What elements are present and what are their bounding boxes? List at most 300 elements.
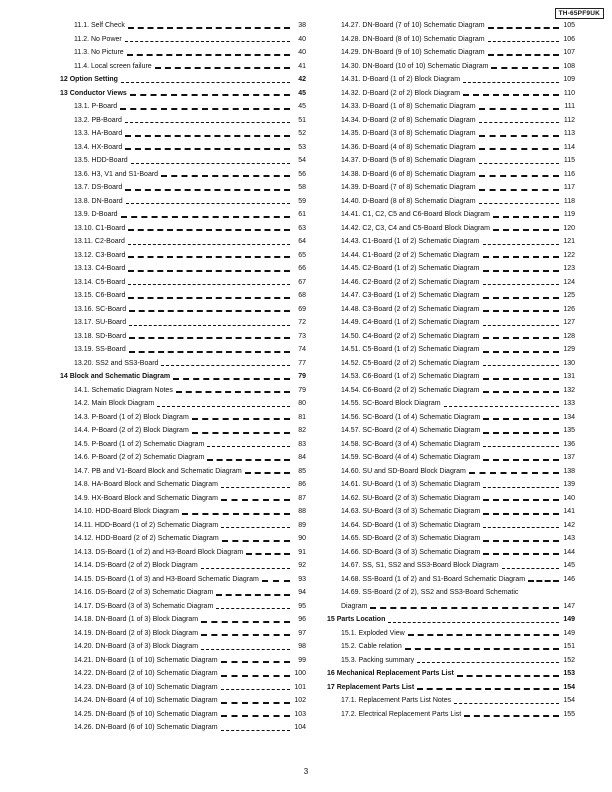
toc-entry[interactable] xyxy=(327,546,575,560)
toc-entry[interactable] xyxy=(327,681,575,695)
toc-entry-page: 152 xyxy=(563,656,575,664)
toc-entry-page: 74 xyxy=(298,346,306,353)
toc-entry[interactable] xyxy=(60,303,306,317)
toc-entry-label: 14.39. D-Board (7 of 8) Schematic Diagram xyxy=(341,184,476,191)
toc-entry[interactable] xyxy=(60,708,306,722)
toc-entry[interactable] xyxy=(60,492,306,506)
toc-entry[interactable] xyxy=(327,19,575,33)
toc-entry[interactable] xyxy=(60,559,306,573)
toc-entry[interactable] xyxy=(327,303,575,317)
toc-entry-label: 14.10. HDD-Board Block Diagram xyxy=(74,508,180,515)
toc-entry-page: 105 xyxy=(563,22,575,29)
toc-entry[interactable] xyxy=(327,87,575,101)
dot-leader xyxy=(201,649,290,650)
dot-leader xyxy=(483,297,559,299)
dot-leader xyxy=(182,513,290,515)
toc-entry[interactable] xyxy=(327,384,575,398)
toc-entry-page: 91 xyxy=(298,548,306,556)
toc-entry-label: 14.31. D-Board (1 of 2) Block Diagram xyxy=(341,76,461,83)
toc-entry[interactable] xyxy=(60,694,306,708)
toc-entry[interactable] xyxy=(327,613,575,627)
dot-leader xyxy=(483,553,559,555)
toc-entry[interactable] xyxy=(60,46,306,60)
toc-entry[interactable] xyxy=(327,586,575,613)
toc-entry[interactable] xyxy=(60,370,306,384)
toc-entry-label: 11.1. Self Check xyxy=(74,22,125,29)
toc-entry[interactable] xyxy=(60,532,306,546)
toc-entry[interactable] xyxy=(60,451,306,465)
toc-entry-label: 14.18. DN-Board (1 of 3) Block Diagram xyxy=(74,616,199,623)
toc-entry-label: 14.24. DN-Board (4 of 10) Schematic Diagram xyxy=(74,697,218,704)
toc-entry-page: 99 xyxy=(298,656,306,664)
toc-entry-label: 14.20. DN-Board (3 of 3) Block Diagram xyxy=(74,643,199,650)
toc-entry-label: 17 Replacement Parts List xyxy=(327,683,415,691)
dot-leader xyxy=(221,487,290,488)
toc-entry-page: 73 xyxy=(298,332,306,340)
toc-entry[interactable] xyxy=(327,451,575,465)
toc-entry-page: 79 xyxy=(298,373,306,380)
toc-entry[interactable] xyxy=(327,195,575,209)
toc-entry-label: 14.54. C6-Board (2 of 2) Schematic Diagram xyxy=(341,386,480,394)
dot-leader xyxy=(221,527,290,528)
toc-entry-label: 14.7. PB and V1-Board Block and Schematic Diagram xyxy=(74,467,242,475)
toc-entry[interactable] xyxy=(327,33,575,47)
dot-leader xyxy=(157,406,290,407)
toc-entry-page: 89 xyxy=(298,521,306,529)
dot-leader xyxy=(479,203,559,204)
toc-entry[interactable] xyxy=(327,411,575,425)
toc-entry-page: 59 xyxy=(298,197,306,205)
dot-leader xyxy=(479,163,559,164)
toc-entry-page: 104 xyxy=(294,724,306,731)
toc-entry-page: 122 xyxy=(563,251,575,259)
toc-entry[interactable] xyxy=(60,100,306,114)
toc-entry[interactable] xyxy=(60,681,306,695)
toc-entry[interactable] xyxy=(327,708,575,722)
toc-entry-page: 153 xyxy=(563,670,575,677)
toc-entry-page: 155 xyxy=(563,710,575,718)
toc-entry[interactable] xyxy=(327,73,575,87)
dot-leader xyxy=(161,175,290,177)
toc-entry[interactable] xyxy=(327,438,575,452)
toc-entry-label: 13.19. SS-Board xyxy=(74,346,126,353)
toc-entry-page: 139 xyxy=(563,481,575,488)
toc-entry[interactable] xyxy=(327,276,575,290)
toc-entry-page: 115 xyxy=(563,157,575,164)
toc-entry[interactable] xyxy=(60,19,306,33)
dot-leader xyxy=(454,703,559,704)
toc-entry-page: 149 xyxy=(563,616,575,623)
dot-leader xyxy=(463,94,559,96)
toc-entry-label: 15.1. Exploded View xyxy=(341,629,405,637)
dot-leader xyxy=(221,499,290,501)
dot-leader xyxy=(479,175,559,177)
toc-entry-page: 40 xyxy=(298,35,306,43)
toc-entry-page: 124 xyxy=(563,278,575,286)
toc-entry-page: 120 xyxy=(563,224,575,232)
toc-entry-page: 54 xyxy=(298,157,306,164)
dot-leader xyxy=(246,553,290,555)
toc-entry[interactable] xyxy=(327,46,575,60)
toc-entry[interactable] xyxy=(327,127,575,141)
dot-leader xyxy=(128,297,290,299)
toc-entry[interactable] xyxy=(60,154,306,168)
dot-leader xyxy=(469,472,559,474)
toc-entry-page: 123 xyxy=(563,265,575,272)
toc-entry-label: 14.49. C4-Board (1 of 2) Schematic Diagram xyxy=(341,319,480,326)
toc-entry[interactable] xyxy=(60,330,306,344)
model-number-box: TH-65PF9UK xyxy=(555,8,604,19)
toc-entry[interactable] xyxy=(327,424,575,438)
toc-entry-label: 14.37. D-Board (5 of 8) Schematic Diagram xyxy=(341,157,476,164)
toc-entry-page: 40 xyxy=(298,49,306,56)
toc-entry[interactable] xyxy=(60,478,306,492)
dot-leader xyxy=(207,446,290,447)
dot-leader xyxy=(479,189,559,191)
toc-entry[interactable] xyxy=(60,114,306,128)
dot-leader xyxy=(128,27,290,29)
toc-entry-label: 13.8. DN-Board xyxy=(74,197,123,205)
dot-leader xyxy=(488,41,559,42)
toc-entry-label: 13.13. C4-Board xyxy=(74,265,126,272)
toc-entry-label: 14.61. SU-Board (1 of 3) Schematic Diagram xyxy=(341,481,481,488)
dot-leader xyxy=(417,688,559,690)
toc-entry-page: 117 xyxy=(563,184,575,191)
toc-entry[interactable] xyxy=(327,478,575,492)
dot-leader xyxy=(207,459,290,461)
toc-entry-label: 14.13. DS-Board (1 of 2) and H3-Board Block Diagram xyxy=(74,548,244,556)
toc-entry[interactable] xyxy=(327,60,575,74)
toc-entry[interactable] xyxy=(60,33,306,47)
toc-entry-label: 13.11. C2-Board xyxy=(74,238,125,245)
toc-entry[interactable] xyxy=(60,384,306,398)
toc-entry[interactable] xyxy=(60,222,306,236)
dot-leader xyxy=(370,607,559,609)
toc-entry[interactable] xyxy=(327,640,575,654)
dot-leader xyxy=(463,82,559,83)
toc-entry[interactable] xyxy=(60,195,306,209)
toc-entry[interactable] xyxy=(60,667,306,681)
toc-entry[interactable] xyxy=(60,654,306,668)
dot-leader xyxy=(483,540,559,542)
toc-entry[interactable] xyxy=(60,316,306,330)
toc-entry-page: 80 xyxy=(298,400,306,407)
toc-entry[interactable] xyxy=(327,141,575,155)
dot-leader xyxy=(192,432,290,434)
dot-leader xyxy=(125,135,290,137)
dot-leader xyxy=(483,325,559,326)
toc-entry[interactable] xyxy=(60,438,306,452)
dot-leader xyxy=(125,189,290,191)
dot-leader xyxy=(493,216,559,218)
toc-entry[interactable] xyxy=(60,73,306,87)
toc-entry-label: 14.57. SC-Board (2 of 4) Schematic Diagram xyxy=(341,427,481,434)
toc-entry[interactable] xyxy=(327,289,575,303)
toc-entry[interactable] xyxy=(327,114,575,128)
toc-entry-page: 138 xyxy=(563,467,575,475)
toc-entry-page: 111 xyxy=(564,103,575,110)
toc-entry[interactable] xyxy=(60,262,306,276)
dot-leader xyxy=(444,406,559,407)
dot-leader xyxy=(125,41,290,42)
toc-entry-label: 13 Conductor Views xyxy=(60,89,127,97)
dot-leader xyxy=(483,378,559,380)
toc-entry-label: 13.5. HDD-Board xyxy=(74,157,128,164)
toc-entry[interactable] xyxy=(60,573,306,587)
toc-entry-page: 118 xyxy=(563,197,575,205)
toc-entry-page: 129 xyxy=(563,346,575,353)
toc-entry-page: 119 xyxy=(563,211,575,218)
toc-entry-label: 15.3. Packing summary xyxy=(341,656,415,664)
toc-entry-page: 53 xyxy=(298,143,306,151)
toc-entry-page: 45 xyxy=(298,103,306,110)
toc-entry-label: 14.59. SC-Board (4 of 4) Schematic Diagram xyxy=(341,454,481,461)
toc-entry-label: 14.27. DN-Board (7 of 10) Schematic Diagram xyxy=(341,22,485,29)
dot-leader xyxy=(488,27,559,29)
toc-entry-page: 85 xyxy=(298,467,306,475)
toc-entry-page: 127 xyxy=(563,319,575,326)
dot-leader xyxy=(483,487,559,488)
toc-entry-page: 79 xyxy=(298,386,306,394)
toc-entry[interactable] xyxy=(60,465,306,479)
toc-entry-page: 61 xyxy=(298,211,306,218)
dot-leader xyxy=(130,94,290,96)
toc-entry[interactable] xyxy=(327,370,575,384)
toc-entry[interactable] xyxy=(60,586,306,600)
toc-entry-label: 14.3. P-Board (1 of 2) Block Diagram xyxy=(74,413,189,421)
dot-leader xyxy=(221,689,290,690)
toc-entry-label: 14.66. SD-Board (3 of 3) Schematic Diagram xyxy=(341,548,481,556)
toc-entry-page: 100 xyxy=(294,670,306,677)
toc-entry-page: 52 xyxy=(298,130,306,137)
toc-entry-label: 14.64. SD-Board (1 of 3) Schematic Diagram xyxy=(341,521,481,529)
dot-leader xyxy=(129,310,290,312)
dot-leader xyxy=(221,730,290,731)
toc-entry-label: 14.17. DS-Board (3 of 3) Schematic Diagram xyxy=(74,602,214,610)
dot-leader xyxy=(192,418,290,420)
toc-entry[interactable] xyxy=(60,357,306,371)
toc-entry-page: 149 xyxy=(563,629,575,637)
toc-entry[interactable] xyxy=(327,505,575,519)
toc-entry-label: 14.68. SS-Board (1 of 2) and S1-Board Schematic Diagram xyxy=(341,575,526,583)
toc-entry[interactable] xyxy=(327,667,575,681)
toc-entry-label: 11.4. Local screen failure xyxy=(74,62,152,70)
dot-leader xyxy=(127,54,290,56)
toc-entry[interactable] xyxy=(60,546,306,560)
toc-entry[interactable] xyxy=(327,208,575,222)
toc-entry-page: 82 xyxy=(298,427,306,434)
toc-entry[interactable] xyxy=(327,397,575,411)
toc-entry[interactable] xyxy=(327,573,575,587)
dot-leader xyxy=(216,594,290,596)
toc-entry-label: 14.12. HDD-Board (2 of 2) Schematic Diagram xyxy=(74,535,219,542)
toc-entry-label: 14.65. SD-Board (2 of 3) Schematic Diagram xyxy=(341,535,481,542)
toc-entry-label: 13.10. C1-Board xyxy=(74,224,126,232)
toc-entry-label: 14.15. DS-Board (1 of 3) and H3-Board Schematic Diagram xyxy=(74,575,259,583)
toc-entry-page: 136 xyxy=(563,440,575,448)
toc-entry[interactable] xyxy=(327,330,575,344)
dot-leader xyxy=(479,135,559,137)
toc-entry[interactable] xyxy=(327,100,575,114)
dot-leader xyxy=(129,337,290,339)
toc-entry[interactable] xyxy=(60,519,306,533)
toc-entry-label: 14.45. C2-Board (1 of 2) Schematic Diagram xyxy=(341,265,480,272)
dot-leader xyxy=(201,634,290,636)
toc-entry[interactable] xyxy=(327,627,575,641)
toc-entry-page: 133 xyxy=(563,400,575,407)
toc-entry[interactable] xyxy=(60,127,306,141)
toc-entry-page: 81 xyxy=(298,413,306,421)
toc-entry[interactable] xyxy=(60,505,306,519)
dot-leader xyxy=(221,715,290,717)
toc-entry-label: 15.2. Cable relation xyxy=(341,643,402,650)
dot-leader xyxy=(176,391,290,393)
toc-entry-label: 14.53. C6-Board (1 of 2) Schematic Diagram xyxy=(341,373,480,380)
toc-entry[interactable] xyxy=(327,249,575,263)
dot-leader xyxy=(262,580,290,582)
toc-entry-label: 16 Mechanical Replacement Parts List xyxy=(327,670,454,677)
dot-leader xyxy=(121,82,290,83)
toc-entry-page: 94 xyxy=(298,589,306,596)
toc-entry-label: 13.7. DS-Board xyxy=(74,184,123,191)
dot-leader xyxy=(483,270,559,272)
toc-entry[interactable] xyxy=(327,168,575,182)
dot-leader xyxy=(125,122,290,123)
toc-entry[interactable] xyxy=(327,465,575,479)
toc-entry-page: 131 xyxy=(563,373,575,380)
toc-entry-label: 14.23. DN-Board (3 of 10) Schematic Diagram xyxy=(74,683,218,691)
toc-entry-label: 11.2. No Power xyxy=(74,35,122,43)
toc-entry[interactable] xyxy=(60,141,306,155)
toc-entry[interactable] xyxy=(60,208,306,222)
dot-leader xyxy=(479,108,559,110)
toc-entry[interactable] xyxy=(60,60,306,74)
toc-entry-page: 121 xyxy=(563,238,575,245)
toc-entry-page: 45 xyxy=(298,89,306,97)
toc-entry[interactable] xyxy=(60,249,306,263)
toc-entry-page: 142 xyxy=(563,521,575,529)
toc-entry-page: 130 xyxy=(563,359,575,367)
toc-entry[interactable] xyxy=(60,289,306,303)
toc-entry-label: 14.33. D-Board (1 of 8) Schematic Diagram xyxy=(341,103,476,110)
toc-entry[interactable] xyxy=(60,181,306,195)
toc-entry-label: 14.67. SS, S1, SS2 and SS3-Board Block Diagram xyxy=(341,562,499,569)
toc-entry-page: 77 xyxy=(298,359,306,367)
dot-leader xyxy=(483,337,559,339)
toc-entry[interactable] xyxy=(327,492,575,506)
toc-entry-page: 107 xyxy=(563,49,575,56)
toc-entry-page: 103 xyxy=(294,710,306,718)
toc-entry[interactable] xyxy=(60,168,306,182)
toc-entry[interactable] xyxy=(60,87,306,101)
toc-entry-label: 14.5. P-Board (1 of 2) Schematic Diagram xyxy=(74,440,205,448)
toc-entry-page: 144 xyxy=(563,548,575,556)
toc-entry[interactable] xyxy=(60,600,306,614)
toc-entry[interactable] xyxy=(60,721,306,735)
toc-column-left xyxy=(60,19,306,735)
toc-entry[interactable] xyxy=(327,154,575,168)
dot-leader xyxy=(479,148,559,150)
dot-leader xyxy=(222,540,290,542)
dot-leader xyxy=(128,244,290,245)
dot-leader xyxy=(221,675,290,677)
toc-entry[interactable] xyxy=(327,222,575,236)
toc-entry[interactable] xyxy=(327,654,575,668)
toc-entry[interactable] xyxy=(327,316,575,330)
dot-leader xyxy=(493,229,559,231)
toc-entry-page: 67 xyxy=(298,278,306,286)
toc-entry-page: 98 xyxy=(298,643,306,650)
toc-entry-label: 14 Block and Schematic Diagram xyxy=(60,373,171,380)
toc-entry-page: 66 xyxy=(298,265,306,272)
toc-entry-label: 13.6. H3, V1 and S1-Board xyxy=(74,170,159,178)
dot-leader xyxy=(161,365,290,366)
toc-entry-label: 13.12. C3-Board xyxy=(74,251,126,259)
toc-entry[interactable] xyxy=(327,532,575,546)
toc-entry-page: 95 xyxy=(298,602,306,610)
toc-entry-page: 56 xyxy=(298,170,306,178)
toc-entry[interactable] xyxy=(327,694,575,708)
toc-entry[interactable] xyxy=(60,235,306,249)
toc-entry[interactable] xyxy=(60,276,306,290)
toc-entry-label: 14.48. C3-Board (2 of 2) Schematic Diagram xyxy=(341,305,480,313)
toc-entry-page: 147 xyxy=(563,602,575,610)
toc-entry[interactable] xyxy=(327,181,575,195)
toc-entry[interactable] xyxy=(60,640,306,654)
toc-entry-label: 13.2. PB-Board xyxy=(74,116,122,124)
dot-leader xyxy=(483,432,559,434)
toc-entry-label: 14.14. DS-Board (2 of 2) Block Diagram xyxy=(74,562,198,569)
toc-entry-label: 14.26. DN-Board (6 of 10) Schematic Diagram xyxy=(74,724,218,731)
toc-entry-label: 14.11. HDD-Board (1 of 2) Schematic Diagram xyxy=(74,521,219,529)
toc-entry[interactable] xyxy=(327,357,575,371)
dot-leader xyxy=(388,622,559,623)
toc-entry[interactable] xyxy=(60,397,306,411)
dot-leader xyxy=(483,459,559,461)
toc-entry[interactable] xyxy=(327,519,575,533)
toc-entry-label: 14.47. C3-Board (1 of 2) Schematic Diagram xyxy=(341,292,480,299)
dot-leader xyxy=(483,351,559,353)
toc-entry[interactable] xyxy=(327,262,575,276)
dot-leader xyxy=(483,527,559,528)
toc-entry[interactable] xyxy=(327,559,575,573)
toc-entry-page: 101 xyxy=(294,683,306,691)
toc-entry-label: 14.63. SU-Board (3 of 3) Schematic Diagram xyxy=(341,508,481,515)
toc-entry[interactable] xyxy=(60,627,306,641)
toc-entry-label: 14.9. HX-Board Block and Schematic Diagram xyxy=(74,494,218,502)
toc-entry-page: 51 xyxy=(298,116,306,124)
toc-entry[interactable] xyxy=(327,235,575,249)
toc-entry-label: 13.1. P-Board xyxy=(74,103,118,110)
toc-entry-page: 112 xyxy=(563,116,575,124)
toc-entry-page: 146 xyxy=(563,575,575,583)
toc-entry[interactable] xyxy=(60,343,306,357)
dot-leader xyxy=(405,648,559,650)
toc-entry-page: 154 xyxy=(563,683,575,691)
toc-entry[interactable] xyxy=(327,343,575,357)
dot-leader xyxy=(245,472,290,474)
toc-entry[interactable] xyxy=(60,613,306,627)
toc-entry-page: 145 xyxy=(563,562,575,569)
toc-entry-label: 14.41. C1, C2, C5 and C6-Board Block Diagram xyxy=(341,211,491,218)
toc-entry-label: 14.8. HA-Board Block and Schematic Diagram xyxy=(74,481,218,488)
toc-entry[interactable] xyxy=(60,424,306,438)
toc-entry-label: 14.50. C4-Board (2 of 2) Schematic Diagram xyxy=(341,332,480,340)
toc-entry-label: 13.3. HA-Board xyxy=(74,130,123,137)
toc-entry[interactable] xyxy=(60,411,306,425)
dot-leader xyxy=(483,446,559,447)
toc-entry-page: 64 xyxy=(298,238,306,245)
